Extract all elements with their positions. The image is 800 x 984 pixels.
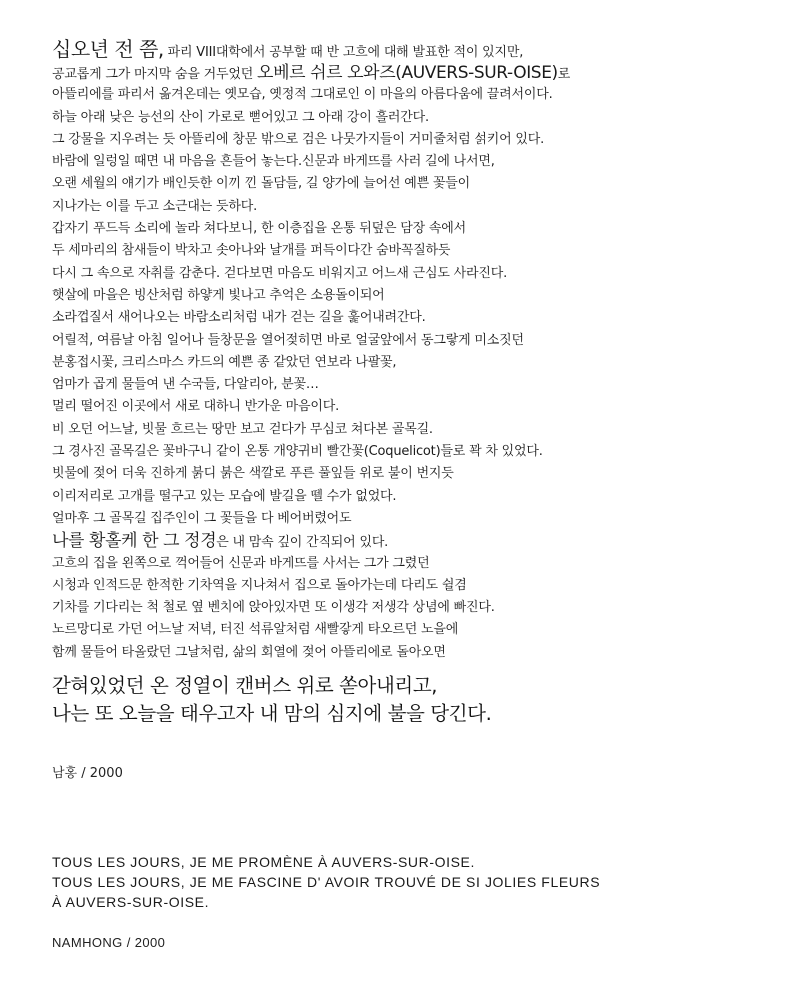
french-text (52, 852, 600, 912)
poem-line: 고흐의 집을 왼쪽으로 꺽어들어 신문과 바게뜨를 사서는 그가 그렸던 (52, 555, 430, 571)
poem-line: 노르망디로 가던 어느날 저녁, 터진 석류알처럼 새빨갛게 타오르던 노을에 (52, 622, 459, 638)
poem-line (52, 36, 772, 62)
korean-poem (52, 36, 772, 728)
french-signature: NAMHONG / 2000 (52, 935, 166, 950)
poem-line: 오랜 세월의 얘기가 배인듯한 이끼 낀 돌담들, 길 양가에 늘어선 예쁜 꽃들이 (52, 176, 470, 192)
poem-line: 함께 물들어 타올랐던 그날처럼, 삶의 회열에 젖어 아뜰리에로 돌아오면 (52, 644, 446, 660)
poem-line: 소라껍질서 새어나오는 바람소리처럼 내가 걷는 길을 훑어내려간다. (52, 310, 426, 326)
poem-line: 그 경사진 골목길은 꽃바구니 같이 온통 개양귀비 빨간꽃(Coquelicot)들로 꽉 차 있었다. (52, 444, 543, 460)
emphasized-phrase: 나를 황홀케 한 그 정경 (52, 531, 217, 552)
line-text: 공교롭게 그가 마지막 숨을 거두었던 (52, 67, 258, 82)
poem-line: 하늘 아래 낮은 능선의 산이 가로로 뻗어있고 그 아래 강이 흘러간다. (52, 109, 429, 125)
opening-phrase: 십오년 전 쯤, (52, 37, 164, 61)
poem-line: 비 오던 어느날, 빗물 흐르는 땅만 보고 걷다가 무심코 쳐다본 골목길. (52, 421, 433, 437)
poem-line: 두 세마리의 참새들이 박차고 솟아나와 날개를 퍼득이다간 숨바꼭질하듯 (52, 243, 451, 259)
poem-line: 지나가는 이를 두고 소근대는 듯하다. (52, 198, 258, 214)
poem-line: 바람에 일렁일 때면 내 마음을 흔들어 놓는다.신문과 바게뜨를 사러 길에 나서면, (52, 154, 495, 170)
korean-signature: 남홍 / 2000 (52, 766, 123, 781)
finale-line: 나는 또 오늘을 태우고자 내 맘의 심지에 불을 당긴다. (52, 702, 492, 726)
poem-line: 다시 그 속으로 자취를 감춘다. 걷다보면 마음도 비워지고 어느새 근심도 사라진다. (52, 265, 508, 281)
poem-line: 얼마후 그 골목길 집주인이 그 꽃들을 다 베어버렸어도 (52, 510, 352, 526)
poem-line (52, 530, 772, 552)
line-text: 로 (557, 67, 571, 82)
poem-line: 그 강물을 지우려는 듯 아뜰리에 창문 밖으로 검은 나뭇가지들이 거미줄처럼 섥키어 있다. (52, 131, 545, 147)
french-line: À AUVERS-SUR-OISE. (52, 894, 210, 910)
poem-line: 엄마가 곱게 물들여 낸 수국들, 다알리아, 분꽃… (52, 377, 319, 393)
poem-line: 어릴적, 여름날 아침 일어나 들창문을 열어젖히면 바로 얼굴앞에서 동그랗게 미소짓던 (52, 332, 524, 348)
poem-line: 아뜰리에를 파리서 옮겨온데는 옛모습, 옛정적 그대로인 이 마을의 아름다움에 끌려서이다. (52, 87, 553, 103)
finale-line: 갇혀있었던 온 정열이 캔버스 위로 쏟아내리고, (52, 674, 438, 698)
poem-line: 갑자기 푸드득 소리에 놀라 쳐다보니, 한 이층집을 온통 뒤덮은 담장 속에서 (52, 221, 466, 237)
poem-line: 기차를 기다리는 척 철로 옆 벤치에 앉아있자면 또 이생각 저생각 상념에 빠진다. (52, 600, 495, 616)
french-line: TOUS LES JOURS, JE ME PROMÈNE À AUVERS-SUR-OISE. (52, 854, 475, 870)
poem-line: 분홍접시꽃, 크리스마스 카드의 예쁜 종 같았던 연보라 나팔꽃, (52, 354, 397, 370)
poem-line (52, 62, 772, 84)
poem-line: 빗물에 젖어 더욱 진하게 붉디 붉은 색깔로 푸른 풀잎들 위로 불이 번지듯 (52, 466, 454, 482)
poem-finale (52, 672, 772, 728)
poem-line: 이리저리로 고개를 떨구고 있는 모습에 발길을 뗄 수가 없었다. (52, 488, 397, 504)
poem-line: 멀리 떨어진 이곳에서 새로 대하니 반가운 마음이다. (52, 399, 340, 415)
poem-line: 시청과 인적드문 한적한 기차역을 지나쳐서 집으로 돌아가는데 다리도 쉴겸 (52, 577, 467, 593)
line-text: 은 내 맘속 깊이 간직되어 있다. (216, 535, 389, 551)
line-text: 파리 VIII대학에서 공부할 때 반 고흐에 대해 발표한 적이 있지만, (163, 45, 524, 60)
emphasized-place-name: 오베르 쉬르 오와즈(AUVERS-SUR-OISE) (257, 63, 558, 83)
french-line: TOUS LES JOURS, JE ME FASCINE D' AVOIR TROUVÉ DE SI JOLIES FLEURS (52, 874, 601, 890)
poem-line: 햇살에 마을은 빙산처럼 하얗게 빛나고 추억은 소용돌이되어 (52, 287, 385, 303)
